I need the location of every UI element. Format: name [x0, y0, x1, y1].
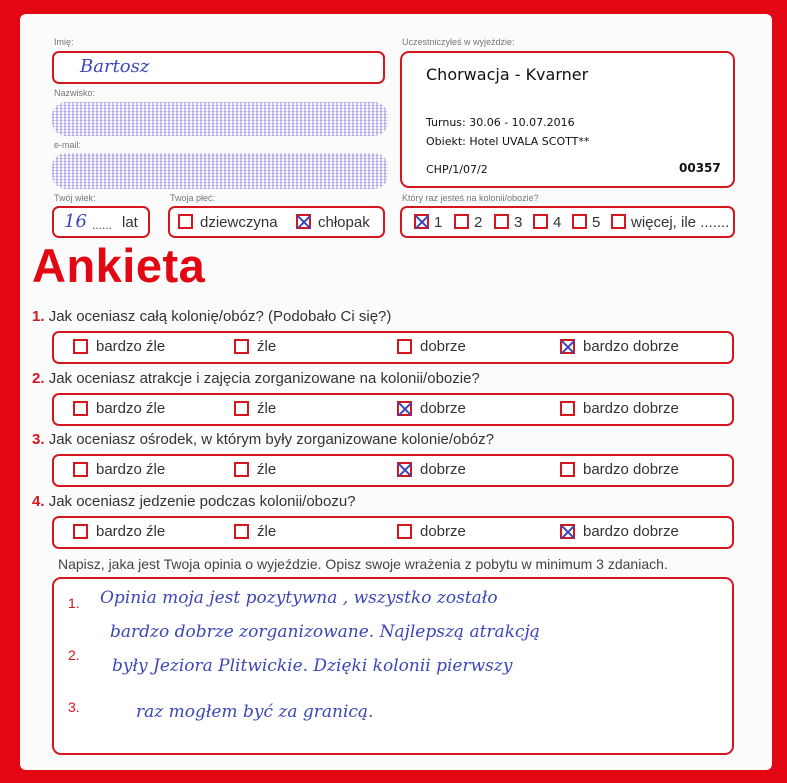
question-1-option-label-1: bardzo źle: [96, 338, 166, 355]
question-3-option-label-1: bardzo źle: [96, 461, 166, 478]
question-3: [32, 431, 494, 448]
times-checkbox-5[interactable]: [572, 214, 587, 229]
name-field[interactable]: [52, 51, 385, 84]
question-4-checkbox-3[interactable]: [397, 524, 412, 539]
trip-number: 00357: [679, 161, 721, 175]
opinion-prompt: Napisz, jaka jest Twoja opinia o wyjeździe. Opisz swoje wrażenia z pobytu w minimum 3 zdaniach.: [58, 556, 668, 572]
question-4-number: 4.: [32, 493, 45, 510]
surname-redacted: [52, 102, 388, 136]
question-1-text: Jak oceniasz całą kolonię/obóz? (Podobało Ci się?): [48, 308, 392, 325]
opinion-handwriting-line-1: Opinia moja jest pozytywna , wszystko zostało: [100, 588, 498, 608]
gender-checkbox-girl[interactable]: [178, 214, 193, 229]
age-value: 16: [64, 211, 87, 232]
question-3-text: Jak oceniasz ośrodek, w którym były zorganizowane kolonie/obóz?: [48, 431, 494, 448]
times-checkbox-more[interactable]: [611, 214, 626, 229]
question-4-checkbox-1[interactable]: [73, 524, 88, 539]
times-label: Który raz jesteś na kolonii/obozie?: [402, 193, 539, 203]
question-2-option-label-4: bardzo dobrze: [583, 400, 679, 417]
question-3-option-label-3: dobrze: [420, 461, 466, 478]
question-1-number: 1.: [32, 308, 45, 325]
age-field[interactable]: [52, 206, 150, 238]
question-4-checkbox-4[interactable]: [560, 524, 575, 539]
question-3-number: 3.: [32, 431, 45, 448]
question-1-checkbox-2[interactable]: [234, 339, 249, 354]
opinion-line-number-3: 3.: [68, 699, 80, 715]
email-label: e-mail:: [54, 140, 82, 150]
question-1-checkbox-4[interactable]: [560, 339, 575, 354]
question-4-checkbox-2[interactable]: [234, 524, 249, 539]
question-2-checkbox-2[interactable]: [234, 401, 249, 416]
question-3-checkbox-2[interactable]: [234, 462, 249, 477]
trip-object: Obiekt: Hotel UVALA SCOTT**: [426, 135, 590, 148]
question-4-option-label-3: dobrze: [420, 523, 466, 540]
surname-label: Nazwisko:: [54, 88, 96, 98]
gender-checkbox-boy[interactable]: [296, 214, 311, 229]
opinion-handwriting-line-3: były Jeziora Plitwickie. Dzięki kolonii pierwszy: [112, 656, 513, 676]
trip-destination: Chorwacja - Kvarner: [426, 65, 589, 84]
age-label: Twój wiek:: [54, 193, 96, 203]
survey-title: Ankieta: [32, 239, 206, 292]
trip-info-box: [400, 51, 735, 188]
question-4: [32, 493, 356, 510]
age-dots: ......: [92, 218, 113, 232]
opinion-line-number-2: 2.: [68, 647, 80, 663]
opinion-line-number-1: 1.: [68, 595, 80, 611]
question-2-checkbox-3[interactable]: [397, 401, 412, 416]
trip-turnus: Turnus: 30.06 - 10.07.2016: [426, 116, 575, 129]
name-value: Bartosz: [80, 56, 150, 77]
times-option-5: 5: [592, 214, 601, 231]
question-4-option-label-4: bardzo dobrze: [583, 523, 679, 540]
question-1: [32, 308, 391, 325]
question-4-option-label-1: bardzo źle: [96, 523, 166, 540]
gender-label: Twoja płeć:: [170, 193, 216, 203]
participant-label: Uczestniczyłeś w wyjeździe:: [402, 37, 515, 47]
times-checkbox-3[interactable]: [494, 214, 509, 229]
opinion-handwriting-line-2: bardzo dobrze zorganizowane. Najlepszą atrakcją: [110, 622, 540, 642]
question-1-checkbox-1[interactable]: [73, 339, 88, 354]
question-2-text: Jak oceniasz atrakcje i zajęcia zorganizowane na kolonii/obozie?: [48, 370, 480, 387]
times-option-1: 1: [434, 214, 443, 231]
question-1-option-label-3: dobrze: [420, 338, 466, 355]
question-3-checkbox-4[interactable]: [560, 462, 575, 477]
times-checkbox-4[interactable]: [533, 214, 548, 229]
name-label: Imię:: [54, 37, 74, 47]
question-4-text: Jak oceniasz jedzenie podczas kolonii/obozu?: [48, 493, 356, 510]
times-option-4: 4: [553, 214, 562, 231]
question-2-option-label-2: źle: [257, 400, 277, 417]
question-3-option-label-4: bardzo dobrze: [583, 461, 679, 478]
question-1-checkbox-3[interactable]: [397, 339, 412, 354]
gender-option-girl: dziewczyna: [200, 214, 278, 231]
question-2-checkbox-4[interactable]: [560, 401, 575, 416]
age-unit: lat: [122, 214, 138, 231]
email-redacted: [52, 153, 388, 189]
question-3-checkbox-1[interactable]: [73, 462, 88, 477]
question-2-option-label-3: dobrze: [420, 400, 466, 417]
times-option-2: 2: [474, 214, 483, 231]
times-checkbox-2[interactable]: [454, 214, 469, 229]
times-option-3: 3: [514, 214, 523, 231]
question-3-option-label-2: źle: [257, 461, 277, 478]
gender-option-boy: chłopak: [318, 214, 370, 231]
question-2-number: 2.: [32, 370, 45, 387]
question-2: [32, 370, 480, 387]
question-4-option-label-2: źle: [257, 523, 277, 540]
question-1-option-label-2: źle: [257, 338, 277, 355]
question-2-checkbox-1[interactable]: [73, 401, 88, 416]
times-checkbox-1[interactable]: [414, 214, 429, 229]
times-option-more: więcej, ile .......: [631, 214, 730, 231]
question-1-option-label-4: bardzo dobrze: [583, 338, 679, 355]
question-2-option-label-1: bardzo źle: [96, 400, 166, 417]
opinion-handwriting-line-4: raz mogłem być za granicą.: [136, 702, 374, 722]
trip-code: CHP/1/07/2: [426, 163, 488, 176]
question-3-checkbox-3[interactable]: [397, 462, 412, 477]
